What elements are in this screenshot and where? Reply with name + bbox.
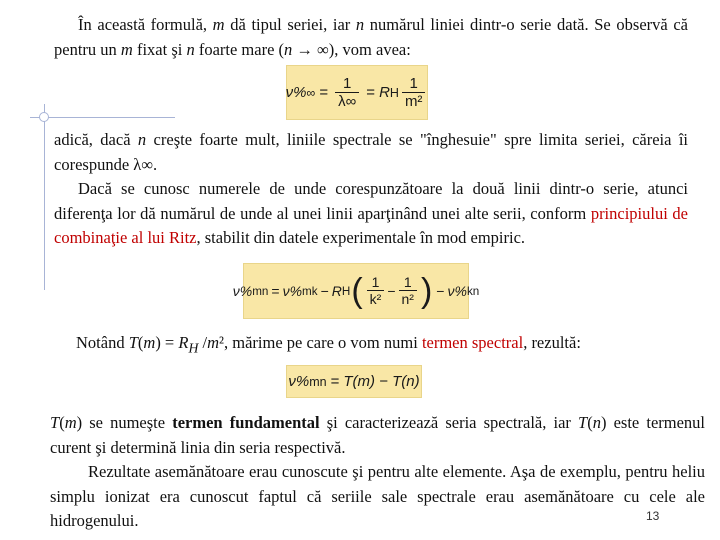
page-number: 13 <box>646 509 660 523</box>
formula-series-limit: ν% ∞ = $\frac{1}{\lambda\infty}$ = R H $\frac{1}{\text{m²}}$ <box>286 65 428 120</box>
paragraph-intro: În această formulă, m dă tipul seriei, iar n numărul liniei dintr-o serie dată. Se observă că pentru un m fixat şi n foarte mare (n → ∞), vom avea: <box>54 15 688 59</box>
decor-line-vertical <box>44 104 45 290</box>
decor-circle <box>39 112 49 122</box>
paragraph-fundamental-term: T(m) se numeşte termen fundamental şi caracterizează seria spectrală, iar T(n) este termenul curent şi determină linia din seria respectivă. Rezultate asemănătoare erau cunoscute şi pentru alte elemente. Aşa de exemplu, pentru heliu simplu ionizat era cunoscut faptul că seriile sale spectrale erau asemănătoare cu cele ale hidrogenului. <box>50 413 706 530</box>
decor-line-horizontal <box>30 117 175 118</box>
formula-term-difference: ν% mn = T(m) − T(n) <box>286 365 422 398</box>
paragraph-ritz: adică, dacă n creşte foarte mult, liniile spectrale se "înghesuie" spre limita seriei, căreia îi corespunde λ∞. Dacă se cunosc numerele de unde corespunzătoare la două linii dintr-o serie, atunci diferenţa lor dă numărul de unde al unei linii aparţinând unei alte serii, conform principiului de combinaţie al lui Ritz, stabilit din datele experimentale în mod empiric. <box>54 130 689 247</box>
paragraph-spectral-term: Notând $T(m) = R_H$ /m², mărime pe care o vom numi termen spectral, rezultă: <box>76 333 581 356</box>
formula-ritz-combination: ν% mn = ν% mk − R H ( $\frac{1}{\text{k²}}$ − $\frac{1}{\text{n²}}$ ) − ν% kn <box>243 263 469 319</box>
ritz-principle-link: principiului de combinaţie al lui Ritz <box>54 203 688 247</box>
